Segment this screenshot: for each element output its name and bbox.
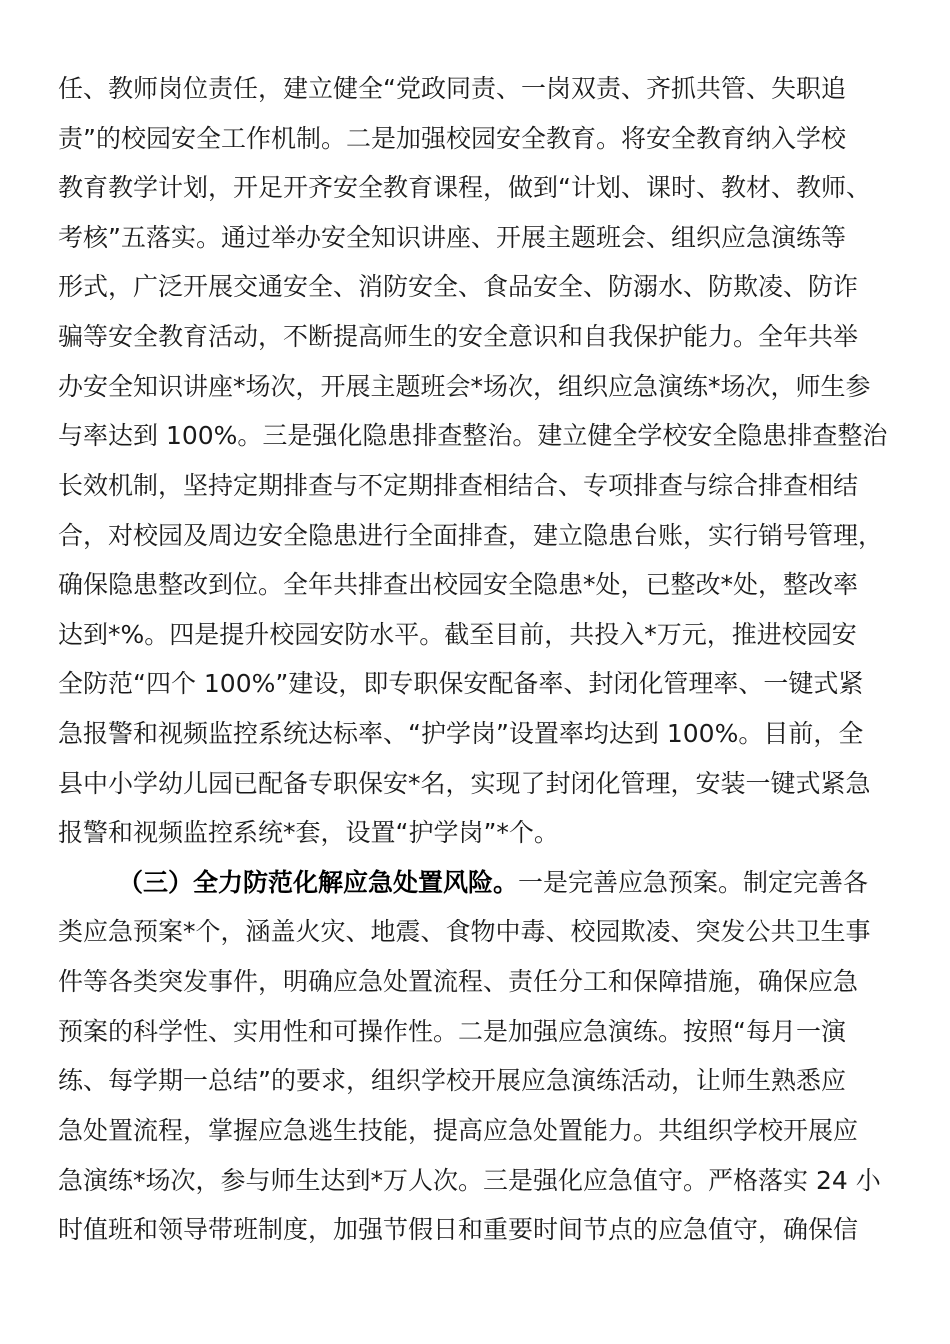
text-line: 考核”五落实。通过举办安全知识讲座、开展主题班会、组织应急演练等	[58, 223, 846, 252]
text-line: 确保隐患整改到位。全年共排查出校园安全隐患*处，已整改*处，整改率	[58, 570, 859, 599]
text-line: 全防范“四个 100%”建设，即专职保安配备率、封闭化管理率、一键式紧	[58, 669, 864, 698]
text-line: 形式，广泛开展交通安全、消防安全、食品安全、防溺水、防欺凌、防诈	[58, 272, 859, 301]
section-heading: （三）全力防范化解应急处置风险。	[118, 868, 519, 897]
text-line: 县中小学幼儿园已配备专职保安*名，实现了封闭化管理，安装一键式紧急	[58, 769, 871, 798]
text-line: 任、教师岗位责任，建立健全“党政同责、一岗双责、齐抓共管、失职追	[58, 74, 846, 103]
text-line: 急处置流程，掌握应急逃生技能，提高应急处置能力。共组织学校开展应	[58, 1116, 859, 1145]
text-line: 急报警和视频监控系统达标率、“护学岗”设置率均达到 100%。目前，全	[58, 719, 864, 748]
text-line: 长效机制，坚持定期排查与不定期排查相结合、专项排查与综合排查相结	[58, 471, 859, 500]
text-line: 合，对校园及周边安全隐患进行全面排查，建立隐患台账，实行销号管理，	[58, 521, 884, 550]
text-line: 练、每学期一总结”的要求，组织学校开展应急演练活动，让师生熟悉应	[58, 1066, 846, 1095]
text-line: 件等各类突发事件，明确应急处置流程、责任分工和保障措施，确保应急	[58, 967, 859, 996]
text-line: 教育教学计划，开足开齐安全教育课程，做到“计划、课时、教材、教师、	[58, 173, 871, 202]
text-line: 急演练*场次，参与师生达到*万人次。三是强化应急值守。严格落实 24 小	[58, 1166, 881, 1195]
text-line: 报警和视频监控系统*套，设置“护学岗”*个。	[58, 818, 559, 847]
text-line: 办安全知识讲座*场次，开展主题班会*场次，组织应急演练*场次，师生参	[58, 372, 871, 401]
text-line: 达到*%。四是提升校园安防水平。截至目前，共投入*万元，推进校园安	[58, 620, 857, 649]
text-line: 预案的科学性、实用性和可操作性。二是加强应急演练。按照“每月一演	[58, 1017, 846, 1046]
text-line: 与率达到 100%。三是强化隐患排查整治。建立健全学校安全隐患排查整治	[58, 421, 888, 450]
section-heading-line	[118, 867, 868, 899]
text-line: 时值班和领导带班制度，加强节假日和重要时间节点的应急值守，确保信	[58, 1215, 859, 1244]
text-line: 责”的校园安全工作机制。二是加强校园安全教育。将安全教育纳入学校	[58, 124, 846, 153]
text-line: 骗等安全教育活动，不断提高师生的安全意识和自我保护能力。全年共举	[58, 322, 859, 351]
text-line: 类应急预案*个，涵盖火灾、地震、食物中毒、校园欺凌、突发公共卫生事	[58, 917, 871, 946]
section-heading-text: 一是完善应急预案。制定完善各	[518, 868, 869, 897]
